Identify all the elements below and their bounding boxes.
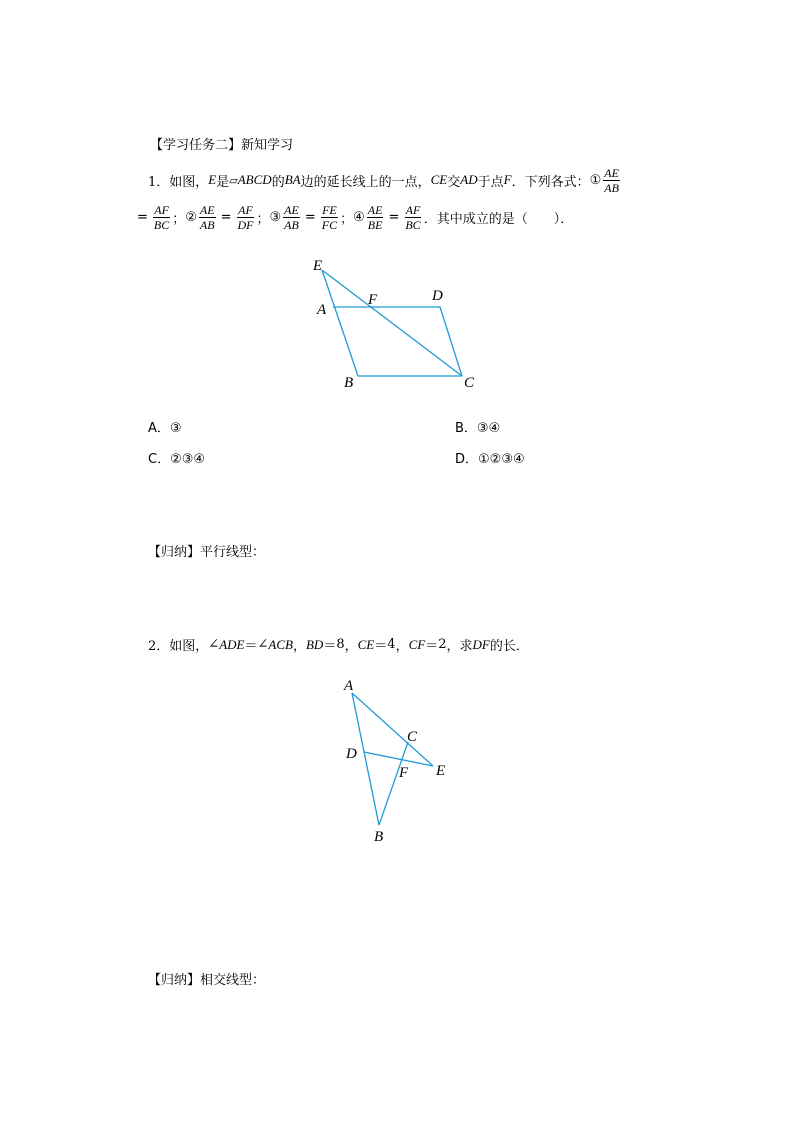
q1-text: 边的延长线上的一点， [300,174,431,190]
equals-sign: ＝ [374,639,388,654]
option-a: A．③ [148,421,182,436]
summary-intersecting: 【归纳】相交线型： [148,973,266,988]
comma: ， [344,639,358,654]
equals-sign: ＝ [323,639,337,654]
q2-text: 如图， [169,639,209,654]
var-CE: CE [357,636,375,652]
line-EB [322,270,358,376]
equals-sign: ＝ [425,639,439,654]
var-ACB: ACB [268,636,293,652]
figure1-lines [322,270,462,376]
q2-line [148,635,529,654]
var-F: F [503,172,512,187]
comma: ， [395,639,409,654]
circled-3: ③ [269,209,282,225]
equals-sign: = [388,209,400,225]
var-E: E [208,172,217,187]
label-A: A [344,678,354,694]
line-DC [440,307,462,376]
var-DF: DF [472,636,490,652]
parallelogram-icon: ▱ [229,173,238,187]
q1-text: 于点 [477,174,504,190]
fraction-fe-fc: $\frac{FE}{FC}$ [321,202,338,232]
option-b: B．③④ [455,421,501,436]
label-C: C [407,729,418,745]
label-E: E [313,258,323,274]
line-CB [379,742,408,825]
var-BD: BD [305,636,324,652]
label-D: D [346,746,357,762]
semicolon: ； [256,211,270,227]
fraction-ae-ab: $\frac{AE}{AB}$ [284,202,299,232]
label-B: B [344,375,354,391]
section-title: 【学习任务二】新知学习 [150,138,294,153]
fraction-af-df: $\frac{AF}{DF}$ [237,202,254,232]
option-d: D．①②③④ [455,452,525,467]
var-ABCD: ABCD [237,172,272,187]
line-EC [322,270,462,376]
q1-number: 1． [148,174,170,190]
fraction-af-bc: $\frac{AF}{BC}$ [405,202,421,232]
value-bd: 8 [336,637,345,652]
summary-parallel: 【归纳】平行线型： [148,545,266,560]
option-c: C．②③④ [148,452,206,467]
q1-text: 交 [447,174,461,190]
semicolon: ； [340,211,354,227]
q1-tail: ．其中成立的是（ ）． [423,211,574,227]
circled-1: ① [589,172,602,188]
label-C: C [464,375,475,391]
circled-2: ② [185,209,197,225]
fraction-ae-be: $\frac{AE}{BE}$ [367,202,383,232]
label-A: A [317,302,327,318]
var-BA: BA [284,172,301,187]
var-CF: CF [408,636,426,652]
fraction-af-bc: $\frac{AF}{BC}$ [153,202,170,232]
circled-4: ④ [353,209,365,225]
semicolon: ； [172,211,186,227]
label-D: D [432,288,443,304]
var-CE: CE [430,172,448,187]
line-DE [364,752,433,766]
q2-text: ，求 [446,639,473,654]
label-B: B [374,829,384,845]
angle-icon: ∠ [208,637,220,652]
equals-sign: ＝ [244,639,258,654]
equals-sign: = [137,209,148,225]
fraction-ae-ab: $\frac{AE}{AB}$ [604,165,619,195]
equals-sign: = [220,209,232,225]
q1-text: 如图， [169,174,209,190]
value-cf: 2 [438,637,447,652]
fraction-ae-ab: $\frac{AE}{AB}$ [199,202,215,232]
q1-text: ．下列各式： [511,174,590,190]
figure2-lines [352,693,433,825]
q2-text: 的长． [489,639,529,654]
value-ce: 4 [387,637,396,652]
q1-text: 是 [216,174,230,190]
var-ADE: ADE [219,636,245,652]
label-F: F [368,292,378,308]
q2-number: 2． [148,639,170,654]
angle-icon: ∠ [257,637,269,652]
var-AD: AD [460,172,478,187]
equals-sign: = [304,209,316,225]
label-F: F [399,765,409,781]
q1-text: 的 [271,174,285,190]
comma: ， [292,639,306,654]
label-E: E [436,763,446,779]
